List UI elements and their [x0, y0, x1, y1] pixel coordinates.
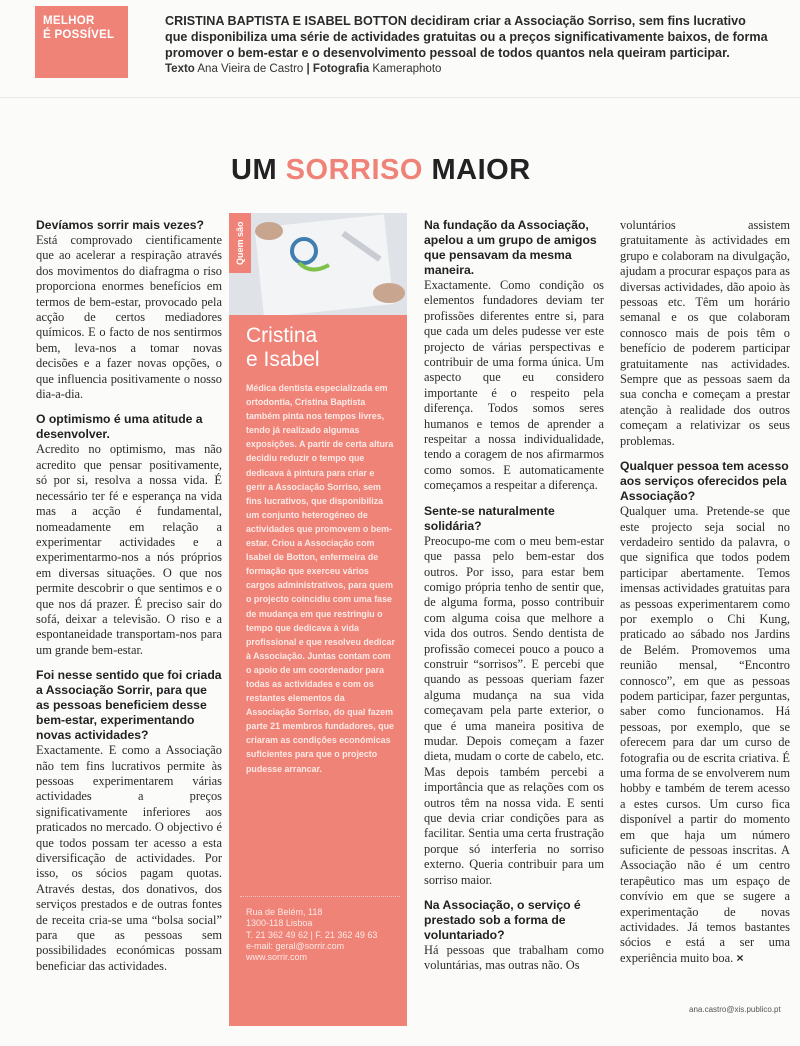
intro-line3: promover o bem-estar e o desenvolvimento pessoal de todos quantos nela queiram participar. [165, 46, 730, 60]
question: Sente-se naturalmente solidária? [424, 503, 555, 533]
author-email: ana.castro@xis.publico.pt [689, 1005, 781, 1014]
column-4 [620, 218, 790, 976]
section-badge-line2: É POSSÍVEL [43, 29, 115, 41]
answer-text: Qualquer uma. Pretende-se que este projecto seja social no verdadeiro sentido da palavra, o que significa que todos podem participar abertamente. Temos imensas actividades gratuitas para as pessoas experimentarem como por exemplo o Chi Kung, praticado ao sábado nos Jardins de Belém. Promovemos uma reunião mensal, “Encontro connosco”, em que as pessoas podem participar, fazer perguntas, saber como funcionamos. Há pessoas, por exemplo, que se oferecem para dar um curso de fotografia ou de escrita criativa. É uma forma de se envolverem num hobby e também de terem acesso a estes cursos. Um curso fica disponível a partir do momento em que haja um número suficiente de pessoas inscritas. A Associação não é um centro terapêutico mas um espaço de convívio em que se sugere a experimentação de novas actividades. Já temos bastantes sócios e está a ser uma experiência muito boa. [620, 504, 790, 965]
answer: Há pessoas que trabalham como voluntárias, mas outras não. Os [424, 943, 604, 973]
profile-sidebar [229, 213, 407, 1026]
end-mark: × [736, 950, 744, 965]
sidebar-title-line1: Cristina [246, 324, 318, 347]
answer [620, 504, 790, 966]
sidebar-divider [240, 896, 400, 897]
sidebar-bio: Médica dentista especializada em ortodontia, Cristina Baptista também pinta nos tempos livres, tendo já realizado algumas exposições. A partir de certa altura decidiu reduzir o tempo que dedicava à pintura para criar e gerir a Associação Sorriso, sem fins lucrativos, que disponibiliza um conjunto heterogéneo de actividades que promovem o bem-estar. Criou a Associação com Isabel de Botton, enfermeira de formação que exerceu vários cargos administrativos, para quem o projecto coincidiu com uma fase de mudança em que restringiu o tempo que dedicava à vida profissional e que resolveu dedicar à Associação. Juntas contam com o apoio de um coordenador para todas as actividades e com os restantes elementos da Associação Sorriso, do qual fazem parte 21 membros fundadores, que criaram as condições económicas suficientes para que o projecto pudesse arrancar. [246, 383, 395, 774]
photo-illustration [229, 213, 407, 315]
intro-names: CRISTINA BAPTISTA E ISABEL BOTTON [165, 14, 407, 28]
founders-photo [229, 213, 407, 315]
intro-line2: que disponibiliza uma série de actividades gratuitas ou a preços significativamente baixos, de forma [165, 30, 768, 44]
sidebar-title [246, 324, 320, 372]
section-badge [35, 6, 128, 78]
headline-highlight: SORRISO [285, 154, 423, 186]
sidebar-title-line2: e Isabel [246, 348, 320, 371]
intro-line1: decidiram criar a Associação Sorriso, sem fins lucrativo [406, 14, 746, 28]
answer: Acredito no optimismo, mas não acredito que pensar positivamente, só por si, resolva a nossa vida. É necessário ter fé e esperança na vida mas a acção é fundamental, nomeadamente em relação a experimentar actividades e a experimentarmo-nos a nós próprios em diversas situações. O que nos permite descobrir o que sentimos e o que nos dá prazer. É preciso sair do sofá, deixar a televisão. O riso e a espontaneidade transportam-nos para um grande bem-estar. [36, 442, 222, 657]
answer: Exactamente. E como a Associação não tem fins lucrativos permite às pessoas experimentarem várias actividades a preços significativamente inferiores aos praticados no mercado. O objectivo é que todos possam ter acesso a esta diversificação de actividades. Por isso, os sócios pagam quotas. Através destas, dos donativos, dos serviços prestados e de outras fontes de receita cria-se uma “bolsa social” para que as pessoas sem possibilidades económicas possam beneficiar das actividades. [36, 743, 222, 973]
answer: voluntários assistem gratuitamente às actividades em grupo e colaboram na divulgação, ajudam a procurar espaços para as diversas actividades, dão apoio às pessoas etc. Têm um horário semanal e os que colaboram connosco mais de pois têm o benefício de poderem participar gratuitamente nas actividades. Sempre que as pessoas saem da sua concha e começam a prestar atenção à realidade dos outros começam a relativizar os seus problemas. [620, 218, 790, 448]
column-3 [424, 218, 604, 984]
photo-label: Fotografia [312, 63, 370, 75]
credits [165, 63, 441, 75]
question: Foi nesse sentido que foi criada a Associação Sorrir, para que as pessoas beneficiem desse bem-estar, experimentando novas actividades? [36, 668, 222, 743]
column-1 [36, 218, 222, 984]
question: Na fundação da Associação, apelou a um grupo de amigos que pensavam da mesma maneira. [424, 218, 597, 277]
headline [231, 154, 531, 187]
text-author: Ana Vieira de Castro [197, 63, 304, 75]
email: e-mail: geral@sorrir.com [246, 940, 345, 951]
answer: Preocupo-me com o meu bem-estar que passa pelo bem-estar dos outros. Por isso, para estar bem comigo própria tenho de sentir que, de alguma forma, posso contribuir com alguma coisa que melhore a vida dos outros. Sendo dentista de profissão comecei pouco a pouco a construir “sorrisos”. E percebi que quando as pessoas queriam fazer alguma mudança na sua vida começavam pela parte exterior, o que é uma maneira positiva de mudar. Depois começam a fazer dieta, mudam o corte de cabelo, etc. Mas depois também percebi a importância que as relações com os outros têm na nossa vida. E senti que devia criar condições para as facilitar. Sentia uma certa frustração porque só interferia no sorriso externo. Queria contribuir para um sorriso maior. [424, 533, 604, 887]
section-badge-line1: MELHOR [43, 15, 95, 27]
address-line1: Rua de Belém, 118 [246, 907, 323, 917]
header-divider [0, 97, 800, 98]
answer: Exactamente. Como condição os elementos fundadores deviam ter profissões diferentes entre si, para que cada um deles pudesse ver este projecto de várias perspectivas e contribuir de uma forma única. Um aspecto que eu considero importante é o respeito pela diferença. Todos somos seres humanos e temos de aprender a respeitar a nossa individualidade, tendo a coragem de nos afirmarmos como somos. E automaticamente começamos a respeitar a diferença. [424, 278, 604, 493]
phone-fax: T. 21 362 49 62 | F. 21 362 49 63 [246, 929, 378, 940]
credits-separator: | [306, 63, 310, 75]
question: Qualquer pessoa tem acesso aos serviços oferecidos pela Associação? [620, 459, 789, 504]
intro-text [165, 13, 793, 61]
sidebar-label: Quem são [229, 213, 251, 273]
question: O optimismo é uma atitude a desenvolver. [36, 412, 203, 442]
photo-author: Kameraphoto [372, 63, 442, 75]
contact-info [246, 907, 377, 963]
answer: Está comprovado cientificamente que ao acelerar a respiração através dos movimentos do diafragma o riso proporciona enormes benefícios em termos de bem-estar, provocado pela acção de certos mediadores químicos. E o facto de nos sentirmos bem, leva-nos a tomar novas decisões e a fazer novas opções, o que influencia positivamente o nosso dia-a-dia. [36, 233, 222, 402]
text-label: Texto [165, 63, 195, 75]
question: Na Associação, o serviço é prestado sob a forma de voluntariado? [424, 898, 581, 943]
headline-part3: MAIOR [422, 154, 531, 186]
website: www.sorrir.com [246, 952, 308, 963]
question: Devíamos sorrir mais vezes? [36, 218, 205, 232]
headline-part1: UM [231, 154, 286, 186]
address-line2: 1300-118 Lisboa [246, 918, 313, 929]
